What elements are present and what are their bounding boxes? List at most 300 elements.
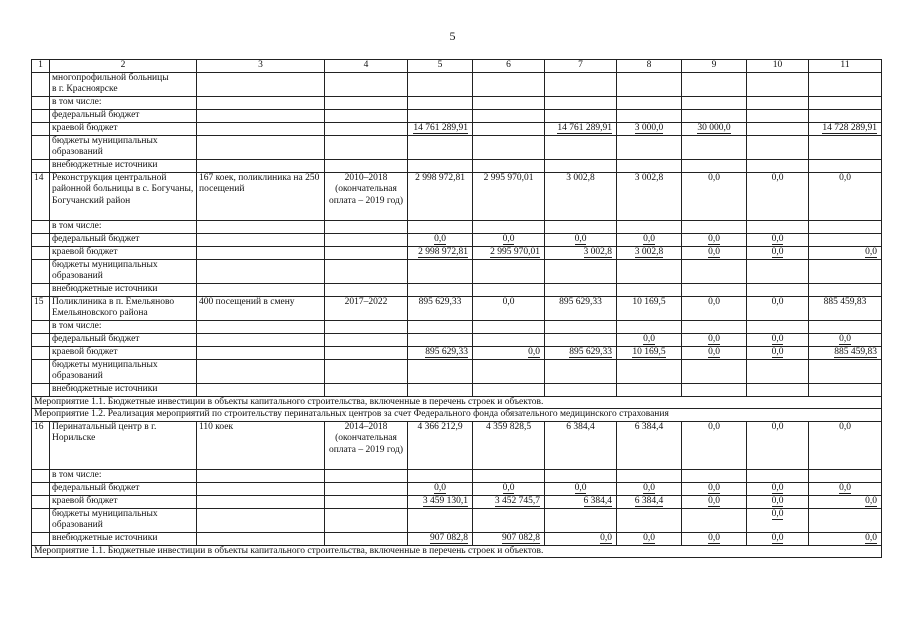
table-cell: [197, 333, 325, 346]
amount-cell: [408, 220, 473, 233]
cell-value: 0,0: [708, 532, 720, 543]
amount-cell: [545, 333, 617, 346]
amount-cell: 885 459,83: [809, 296, 882, 320]
cell-value: 2 998 972,81: [418, 246, 468, 257]
amount-cell: [747, 122, 809, 135]
table-cell: [325, 508, 408, 532]
amount-cell: [617, 246, 682, 259]
measure-text: Мероприятие 1.1. Бюджетные инвестиции в объекты капитального строительства, включенные в перечень строек и объектов.: [32, 545, 882, 558]
amount-cell: [617, 383, 682, 396]
source-label: федеральный бюджет: [50, 333, 197, 346]
table-cell: [197, 220, 325, 233]
table-cell: [325, 135, 408, 159]
table-cell: [197, 283, 325, 296]
source-label: внебюджетные источники: [50, 532, 197, 545]
amount-cell: [473, 469, 545, 482]
table-cell: [197, 259, 325, 283]
amount-cell: [408, 532, 473, 545]
table-row: [32, 383, 882, 396]
row-number: 15: [32, 296, 50, 320]
amount-cell: [473, 135, 545, 159]
amount-cell: [473, 109, 545, 122]
amount-cell: [617, 359, 682, 383]
amount-cell: [545, 283, 617, 296]
table-cell: [617, 72, 682, 96]
row-number-cell: [32, 220, 50, 233]
table-row: [32, 359, 882, 383]
source-label: в том числе:: [50, 320, 197, 333]
cell-value: 3 000,0: [634, 122, 664, 133]
cell-value: 0,0: [771, 246, 784, 257]
amount-cell: [747, 508, 809, 532]
amount-cell: [809, 383, 882, 396]
column-header: 8: [617, 60, 682, 73]
source-label: федеральный бюджет: [50, 482, 197, 495]
header-row: [32, 60, 882, 73]
amount-cell: [617, 109, 682, 122]
object-capacity: 400 посещений в смену: [197, 296, 325, 320]
amount-cell: [408, 122, 473, 135]
source-label: краевой бюджет: [50, 495, 197, 508]
amount-cell: [809, 259, 882, 283]
table-cell: [325, 246, 408, 259]
amount-cell: [545, 495, 617, 508]
amount-cell: [408, 383, 473, 396]
cell-value: 14 761 289,91: [557, 122, 612, 133]
amount-cell: [747, 346, 809, 359]
table-cell: [325, 233, 408, 246]
cell-value: 0,0: [528, 346, 540, 357]
cell-value: 907 082,8: [430, 532, 468, 543]
amount-cell: [682, 469, 747, 482]
amount-cell: [617, 508, 682, 532]
amount-cell: [473, 532, 545, 545]
amount-cell: [473, 96, 545, 109]
cell-value: 0,0: [771, 233, 784, 244]
cell-value: 0,0: [771, 495, 784, 506]
row-number-cell: [32, 96, 50, 109]
amount-cell: [809, 359, 882, 383]
row-number-cell: [32, 320, 50, 333]
amount-cell: [682, 259, 747, 283]
table-row: [32, 482, 882, 495]
table-cell: [197, 359, 325, 383]
amount-cell: [682, 495, 747, 508]
row-number-cell: [32, 482, 50, 495]
amount-cell: 0,0: [747, 172, 809, 220]
amount-cell: [617, 469, 682, 482]
amount-cell: [545, 532, 617, 545]
amount-cell: [747, 283, 809, 296]
column-header: 7: [545, 60, 617, 73]
cell-value: 0,0: [771, 532, 784, 543]
cell-value: 0,0: [643, 333, 655, 344]
source-label: в том числе:: [50, 96, 197, 109]
amount-cell: [809, 320, 882, 333]
table-cell: [325, 220, 408, 233]
amount-cell: [545, 508, 617, 532]
column-header: 11: [809, 60, 882, 73]
cell-value: 3 459 130,1: [422, 495, 468, 506]
amount-cell: [747, 109, 809, 122]
table-cell: [325, 320, 408, 333]
row-number-cell: [32, 359, 50, 383]
cell-value: 3 002,8: [583, 246, 612, 257]
amount-cell: [545, 233, 617, 246]
table-row: [32, 469, 882, 482]
cell-value: 0,0: [771, 482, 784, 493]
row-number-cell: [32, 72, 50, 96]
amount-cell: [682, 333, 747, 346]
amount-cell: [473, 383, 545, 396]
object-name: [50, 72, 197, 96]
table-cell: [545, 72, 617, 96]
table-row: [32, 122, 882, 135]
column-header: 2: [50, 60, 197, 73]
amount-cell: [747, 359, 809, 383]
amount-cell: [809, 220, 882, 233]
amount-cell: 4 366 212,9: [408, 421, 473, 469]
cell-value: 0,0: [839, 482, 851, 493]
cell-value: 0,0: [771, 508, 784, 519]
table-cell: [325, 482, 408, 495]
amount-cell: [408, 135, 473, 159]
column-header: 9: [682, 60, 747, 73]
table-row: [32, 346, 882, 359]
table-cell: [197, 482, 325, 495]
row-number: 14: [32, 172, 50, 220]
object-row: [32, 421, 882, 469]
table-row: [32, 259, 882, 283]
object-period: 2010–2018 (окончательная оплата – 2019 год): [325, 172, 408, 220]
amount-cell: 0,0: [809, 421, 882, 469]
object-period: 2014–2018 (окончательная оплата – 2019 год): [325, 421, 408, 469]
amount-cell: [617, 96, 682, 109]
cell-value: 14 728 289,91: [822, 122, 877, 133]
table-body: [32, 60, 882, 558]
table-row: [32, 159, 882, 172]
amount-cell: [473, 122, 545, 135]
amount-cell: [682, 383, 747, 396]
amount-cell: [473, 346, 545, 359]
cell-value: 6 384,4: [634, 495, 664, 506]
amount-cell: [682, 159, 747, 172]
amount-cell: [747, 233, 809, 246]
source-label: бюджеты муниципальных образований: [50, 259, 197, 283]
amount-cell: [809, 246, 882, 259]
measure-row: [32, 409, 882, 422]
amount-cell: [747, 532, 809, 545]
amount-cell: [545, 469, 617, 482]
cell-value: 10 169,5: [632, 346, 666, 357]
row-number-cell: [32, 469, 50, 482]
table-cell: [197, 159, 325, 172]
amount-cell: [473, 246, 545, 259]
source-label: краевой бюджет: [50, 246, 197, 259]
amount-cell: [809, 122, 882, 135]
amount-cell: 0,0: [682, 421, 747, 469]
amount-cell: [545, 346, 617, 359]
amount-cell: [473, 320, 545, 333]
amount-cell: [809, 508, 882, 532]
table-row: [32, 72, 882, 96]
table-row: [32, 508, 882, 532]
cell-value: 0,0: [708, 246, 720, 257]
amount-cell: [617, 220, 682, 233]
source-label: внебюджетные источники: [50, 383, 197, 396]
table-cell: [197, 508, 325, 532]
row-number-cell: [32, 109, 50, 122]
amount-cell: [682, 320, 747, 333]
amount-cell: 0,0: [682, 172, 747, 220]
table-cell: [197, 122, 325, 135]
amount-cell: 2 995 970,01: [473, 172, 545, 220]
table-row: [32, 532, 882, 545]
amount-cell: [682, 532, 747, 545]
table-row: [32, 283, 882, 296]
amount-cell: [617, 495, 682, 508]
amount-cell: [617, 259, 682, 283]
object-name: Реконструкция центральной районной больницы в с. Богучаны, Богучанский район: [50, 172, 197, 220]
amount-cell: [747, 220, 809, 233]
amount-cell: 4 359 828,5: [473, 421, 545, 469]
row-number-cell: [32, 283, 50, 296]
amount-cell: [545, 96, 617, 109]
table-row: [32, 320, 882, 333]
amount-cell: 0,0: [747, 296, 809, 320]
cell-value: 0,0: [865, 532, 877, 543]
amount-cell: [682, 109, 747, 122]
cell-value: 0,0: [771, 346, 784, 357]
table-cell: [325, 109, 408, 122]
amount-cell: [747, 135, 809, 159]
object-capacity: 167 коек, поликлиника на 250 посещений: [197, 172, 325, 220]
amount-cell: [473, 259, 545, 283]
table-cell: [197, 383, 325, 396]
amount-cell: [747, 246, 809, 259]
cell-value: 0,0: [434, 233, 446, 244]
cell-value: 0,0: [643, 532, 655, 543]
table-row: [32, 495, 882, 508]
source-label: федеральный бюджет: [50, 109, 197, 122]
amount-cell: [747, 320, 809, 333]
amount-cell: 10 169,5: [617, 296, 682, 320]
table-cell: [197, 532, 325, 545]
cell-value: 0,0: [434, 482, 446, 493]
measure-row: [32, 545, 882, 558]
source-label: федеральный бюджет: [50, 233, 197, 246]
amount-cell: [408, 469, 473, 482]
amount-cell: [545, 220, 617, 233]
amount-cell: [682, 220, 747, 233]
amount-cell: [617, 233, 682, 246]
cell-value: 6 384,4: [583, 495, 612, 506]
amount-cell: [809, 495, 882, 508]
cell-value: 0,0: [839, 333, 851, 344]
amount-cell: [682, 246, 747, 259]
object-name-line: многопрофильной больницы: [52, 72, 169, 83]
table-cell: [197, 320, 325, 333]
table-cell: [197, 233, 325, 246]
row-number-cell: [32, 508, 50, 532]
table-cell: [325, 346, 408, 359]
amount-cell: 0,0: [473, 296, 545, 320]
object-name: Перинатальный центр в г. Норильске: [50, 421, 197, 469]
table-row: [32, 246, 882, 259]
amount-cell: [473, 495, 545, 508]
amount-cell: [408, 495, 473, 508]
cell-value: 0,0: [708, 333, 720, 344]
table-cell: [325, 359, 408, 383]
amount-cell: [473, 482, 545, 495]
amount-cell: [809, 346, 882, 359]
table-cell: [325, 383, 408, 396]
table-cell: [197, 346, 325, 359]
amount-cell: [617, 333, 682, 346]
amount-cell: [747, 482, 809, 495]
amount-cell: 6 384,4: [545, 421, 617, 469]
table-row: [32, 135, 882, 159]
amount-cell: [545, 109, 617, 122]
amount-cell: [617, 283, 682, 296]
amount-cell: [809, 469, 882, 482]
cell-value: 0,0: [865, 495, 877, 506]
amount-cell: 0,0: [682, 296, 747, 320]
amount-cell: [408, 346, 473, 359]
table-row: [32, 333, 882, 346]
source-label: бюджеты муниципальных образований: [50, 135, 197, 159]
object-name-line: в г. Красноярске: [52, 84, 118, 94]
amount-cell: 2 998 972,81: [408, 172, 473, 220]
cell-value: 0,0: [574, 482, 587, 493]
cell-value: 2 995 970,01: [490, 246, 540, 257]
amount-cell: 3 002,8: [545, 172, 617, 220]
row-number-cell: [32, 122, 50, 135]
source-label: краевой бюджет: [50, 346, 197, 359]
table-cell: [325, 283, 408, 296]
amount-cell: 895 629,33: [408, 296, 473, 320]
table-cell: [197, 109, 325, 122]
amount-cell: [473, 159, 545, 172]
amount-cell: [545, 259, 617, 283]
row-number-cell: [32, 246, 50, 259]
table-cell: [325, 469, 408, 482]
amount-cell: [809, 96, 882, 109]
amount-cell: [545, 320, 617, 333]
amount-cell: [545, 383, 617, 396]
amount-cell: [617, 122, 682, 135]
amount-cell: [473, 508, 545, 532]
row-number-cell: [32, 259, 50, 283]
amount-cell: [408, 320, 473, 333]
amount-cell: [747, 383, 809, 396]
amount-cell: [408, 333, 473, 346]
amount-cell: [408, 109, 473, 122]
page-number: 5: [449, 29, 456, 43]
cell-value: 895 629,33: [569, 346, 612, 357]
source-label: в том числе:: [50, 220, 197, 233]
column-header: 4: [325, 60, 408, 73]
table-cell: [325, 159, 408, 172]
object-row: [32, 296, 882, 320]
cell-value: 0,0: [708, 346, 720, 357]
table-cell: [747, 72, 809, 96]
amount-cell: [408, 482, 473, 495]
cell-value: 0,0: [643, 482, 655, 493]
amount-cell: [473, 283, 545, 296]
amount-cell: [408, 508, 473, 532]
amount-cell: [408, 233, 473, 246]
table-cell: [682, 72, 747, 96]
amount-cell: [682, 482, 747, 495]
budget-table: [31, 59, 882, 558]
cell-value: 0,0: [708, 482, 720, 493]
amount-cell: [545, 246, 617, 259]
table-cell: [325, 122, 408, 135]
table-row: [32, 233, 882, 246]
amount-cell: [682, 359, 747, 383]
table-cell: [197, 72, 325, 96]
amount-cell: [747, 469, 809, 482]
cell-value: 30 000,0: [697, 122, 731, 133]
row-number: 16: [32, 421, 50, 469]
amount-cell: [473, 333, 545, 346]
column-header: 1: [32, 60, 50, 73]
amount-cell: 3 002,8: [617, 172, 682, 220]
amount-cell: [682, 135, 747, 159]
amount-cell: [408, 96, 473, 109]
amount-cell: [809, 135, 882, 159]
amount-cell: [809, 159, 882, 172]
row-number-cell: [32, 495, 50, 508]
table-row: [32, 220, 882, 233]
amount-cell: [545, 135, 617, 159]
source-label: внебюджетные источники: [50, 159, 197, 172]
table-cell: [197, 246, 325, 259]
amount-cell: [617, 320, 682, 333]
source-label: бюджеты муниципальных образований: [50, 508, 197, 532]
amount-cell: [473, 359, 545, 383]
cell-value: 895 629,33: [425, 346, 468, 357]
row-number-cell: [32, 159, 50, 172]
cell-value: 3 452 745,7: [494, 495, 540, 506]
amount-cell: [682, 346, 747, 359]
amount-cell: [545, 122, 617, 135]
object-row: [32, 172, 882, 220]
table-cell: [325, 532, 408, 545]
table-cell: [473, 72, 545, 96]
source-label: в том числе:: [50, 469, 197, 482]
table-cell: [197, 495, 325, 508]
amount-cell: [617, 532, 682, 545]
amount-cell: [682, 508, 747, 532]
column-header: 10: [747, 60, 809, 73]
row-number-cell: [32, 346, 50, 359]
amount-cell: [473, 233, 545, 246]
object-period: 2017–2022: [325, 296, 408, 320]
amount-cell: [747, 495, 809, 508]
amount-cell: [408, 159, 473, 172]
column-header: 6: [473, 60, 545, 73]
table-cell: [325, 495, 408, 508]
table-cell: [325, 72, 408, 96]
table-row: [32, 109, 882, 122]
cell-value: 0,0: [502, 233, 515, 244]
amount-cell: [809, 109, 882, 122]
cell-value: 14 761 289,91: [413, 122, 468, 133]
amount-cell: [682, 122, 747, 135]
amount-cell: 895 629,33: [545, 296, 617, 320]
